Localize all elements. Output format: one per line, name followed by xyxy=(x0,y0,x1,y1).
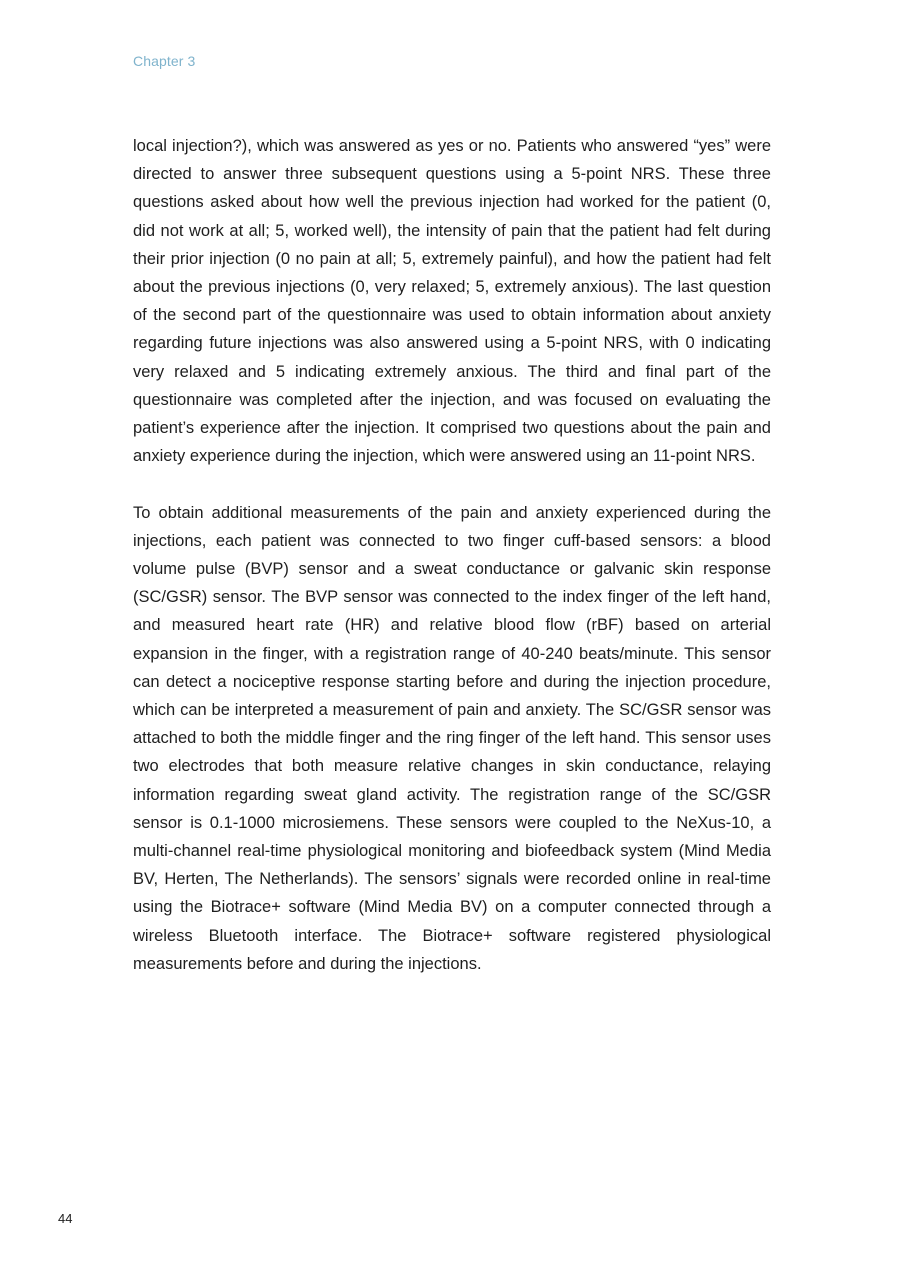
body-text xyxy=(133,132,771,978)
paragraph-questionnaire: local injection?), which was answered as yes or no. Patients who answered “yes” were directed to answer three subsequent questions using a 5-point NRS. These three questions asked about how well the previous injection had worked for the patient (0, did not work at all; 5, worked well), the intensity of pain that the patient had felt during their prior injection (0 no pain at all; 5, extremely painful), and how the patient had felt about the previous injections (0, very relaxed; 5, extremely anxious). The last question of the second part of the questionnaire was used to obtain information about anxiety regarding future injections was also answered using a 5-point NRS, with 0 indicating very relaxed and 5 indicating extremely anxious. The third and final part of the questionnaire was completed after the injection, and was focused on evaluating the patient’s experience after the injection. It comprised two questions about the pain and anxiety experience during the injection, which were answered using an 11-point NRS. xyxy=(133,137,771,466)
page-number: 44 xyxy=(58,1211,73,1226)
running-head-chapter: Chapter 3 xyxy=(133,53,196,69)
paragraph-sensors: To obtain additional measurements of the pain and anxiety experienced during the injections, each patient was connected to two finger cuff-based sensors: a blood volume pulse (BVP) sensor and a sweat conductance or galvanic skin response (SC/GSR) sensor. The BVP sensor was connected to the index finger of the left hand, and measured heart rate (HR) and relative blood flow (rBF) based on arterial expansion in the finger, with a registration range of 40-240 beats/minute. This sensor can detect a nociceptive response starting before and during the injection procedure, which can be interpreted a measurement of pain and anxiety. The SC/GSR sensor was attached to both the middle finger and the ring finger of the left hand. This sensor uses two electrodes that both measure relative changes in skin conductance, relaying information regarding sweat gland activity. The registration range of the SC/GSR sensor is 0.1-1000 microsiemens. These sensors were coupled to the NeXus-10, a multi-channel real-time physiological monitoring and biofeedback system (Mind Media BV, Herten, The Netherlands). The sensors’ signals were recorded online in real-time using the Biotrace+ software (Mind Media BV) on a computer connected through a wireless Bluetooth interface. The Biotrace+ software registered physiological measurements before and during the injections. xyxy=(133,503,771,973)
